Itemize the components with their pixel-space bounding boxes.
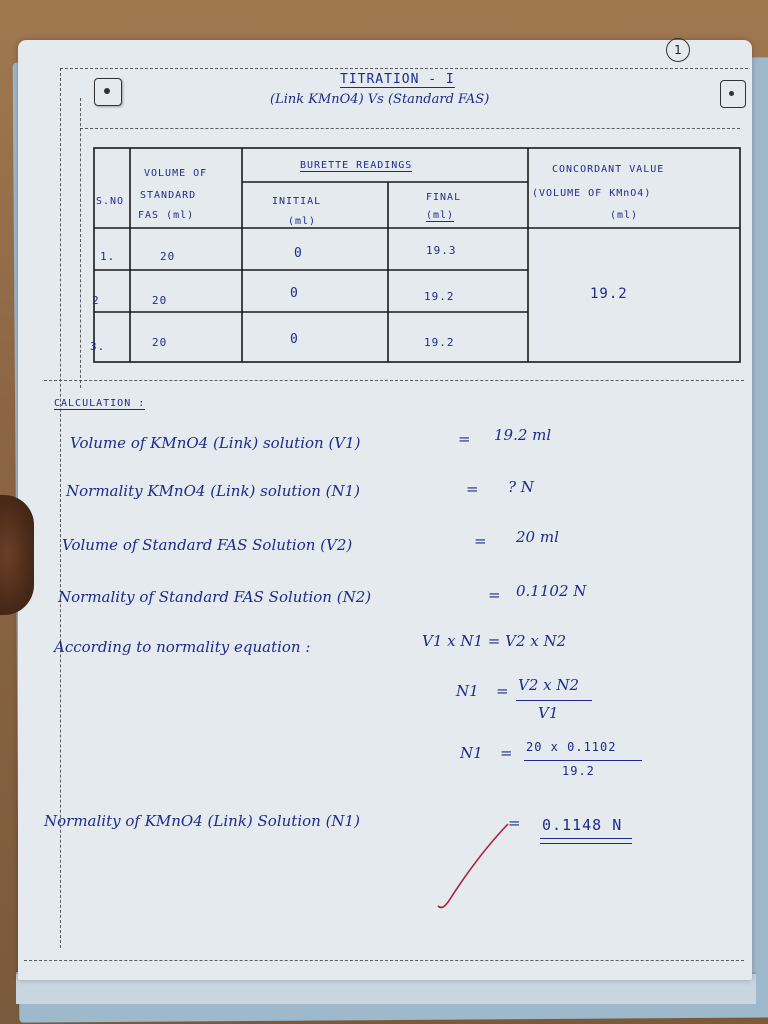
calculation-heading: CALCULATION :	[54, 398, 146, 409]
step1-denominator: V1	[538, 704, 559, 722]
inner-border-left	[80, 98, 81, 388]
step2-denominator: 19.2	[562, 764, 595, 778]
finger-shadow	[0, 495, 34, 615]
calc-line-2-value: ? N	[508, 478, 534, 496]
result-label: Normality of KMnO4 (Link) Solution (N1)	[44, 812, 360, 830]
row-2-final: 19.2	[424, 290, 455, 303]
normality-equation: V1 x N1 = V2 x N2	[422, 632, 567, 650]
header-initial: INITIAL	[272, 196, 322, 207]
calc-line-3-value: 20 ml	[516, 528, 559, 546]
step2-numerator: 20 x 0.1102	[526, 740, 617, 754]
calc-line-4-label: Normality of Standard FAS Solution (N2)	[58, 588, 372, 606]
calc-line-4-eq: =	[488, 586, 501, 604]
header-concordant-line2: (VOLUME OF KMnO4)	[532, 188, 652, 199]
header-final: FINAL	[426, 192, 462, 203]
calc-line-1-eq: =	[458, 430, 471, 448]
header-volume-line1: VOLUME OF	[144, 168, 208, 179]
step2-eq: =	[500, 744, 513, 762]
inner-border-bottom	[44, 380, 744, 381]
row-3-volume: 20	[152, 336, 168, 349]
row-1-volume: 20	[160, 250, 176, 263]
result-eq: =	[508, 814, 521, 832]
row-3-final: 19.2	[424, 336, 455, 349]
row-1-final: 19.3	[426, 244, 457, 257]
step1-numerator: V2 x N2	[518, 676, 580, 694]
row-1-initial: 0	[294, 246, 303, 261]
page-number: 1	[666, 38, 690, 62]
calc-line-2-label: Normality KMnO4 (Link) solution (N1)	[66, 482, 361, 500]
row-3-initial: 0	[290, 332, 299, 347]
concordant-value: 19.2	[590, 286, 628, 302]
header-concordant-line3: (ml)	[610, 210, 639, 221]
calc-line-4-value: 0.1102 N	[516, 582, 587, 600]
header-burette: BURETTE READINGS	[300, 160, 413, 171]
page-title: TITRATION - I	[340, 72, 455, 87]
row-2-volume: 20	[152, 294, 168, 307]
row-1-sno: 1.	[100, 250, 116, 263]
calc-line-1-value: 19.2 ml	[494, 426, 552, 444]
header-initial-unit: (ml)	[288, 216, 317, 227]
page-border-bottom	[24, 960, 744, 961]
header-sno: S.NO	[96, 196, 125, 207]
page-subtitle: (Link KMnO4) Vs (Standard FAS)	[270, 92, 490, 107]
row-2-sno: 2	[92, 294, 100, 307]
page-border-top	[60, 68, 748, 69]
calc-line-1-label: Volume of KMnO4 (Link) solution (V1)	[70, 434, 361, 452]
step2-fraction-bar	[524, 760, 642, 761]
check-mark-icon	[430, 818, 520, 913]
step1-fraction-bar	[516, 700, 592, 701]
result-double-underline	[540, 838, 632, 844]
inner-border-top	[80, 128, 740, 129]
binder-ring-right	[720, 80, 746, 108]
normality-equation-label: According to normality equation :	[54, 638, 311, 656]
result-value: 0.1148 N	[542, 816, 623, 834]
header-volume-line3: FAS (ml)	[138, 210, 195, 221]
step2-lhs: N1	[460, 744, 483, 762]
header-volume-line2: STANDARD	[140, 190, 197, 201]
calc-line-3-label: Volume of Standard FAS Solution (V2)	[62, 536, 353, 554]
row-3-sno: 3.	[90, 340, 106, 353]
binder-ring-left	[94, 78, 122, 106]
header-final-unit: (ml)	[426, 210, 455, 221]
step1-eq: =	[496, 682, 509, 700]
header-concordant-line1: CONCORDANT VALUE	[552, 164, 665, 175]
step1-lhs: N1	[456, 682, 479, 700]
calc-line-3-eq: =	[474, 532, 487, 550]
row-2-initial: 0	[290, 286, 299, 301]
calc-line-2-eq: =	[466, 480, 479, 498]
